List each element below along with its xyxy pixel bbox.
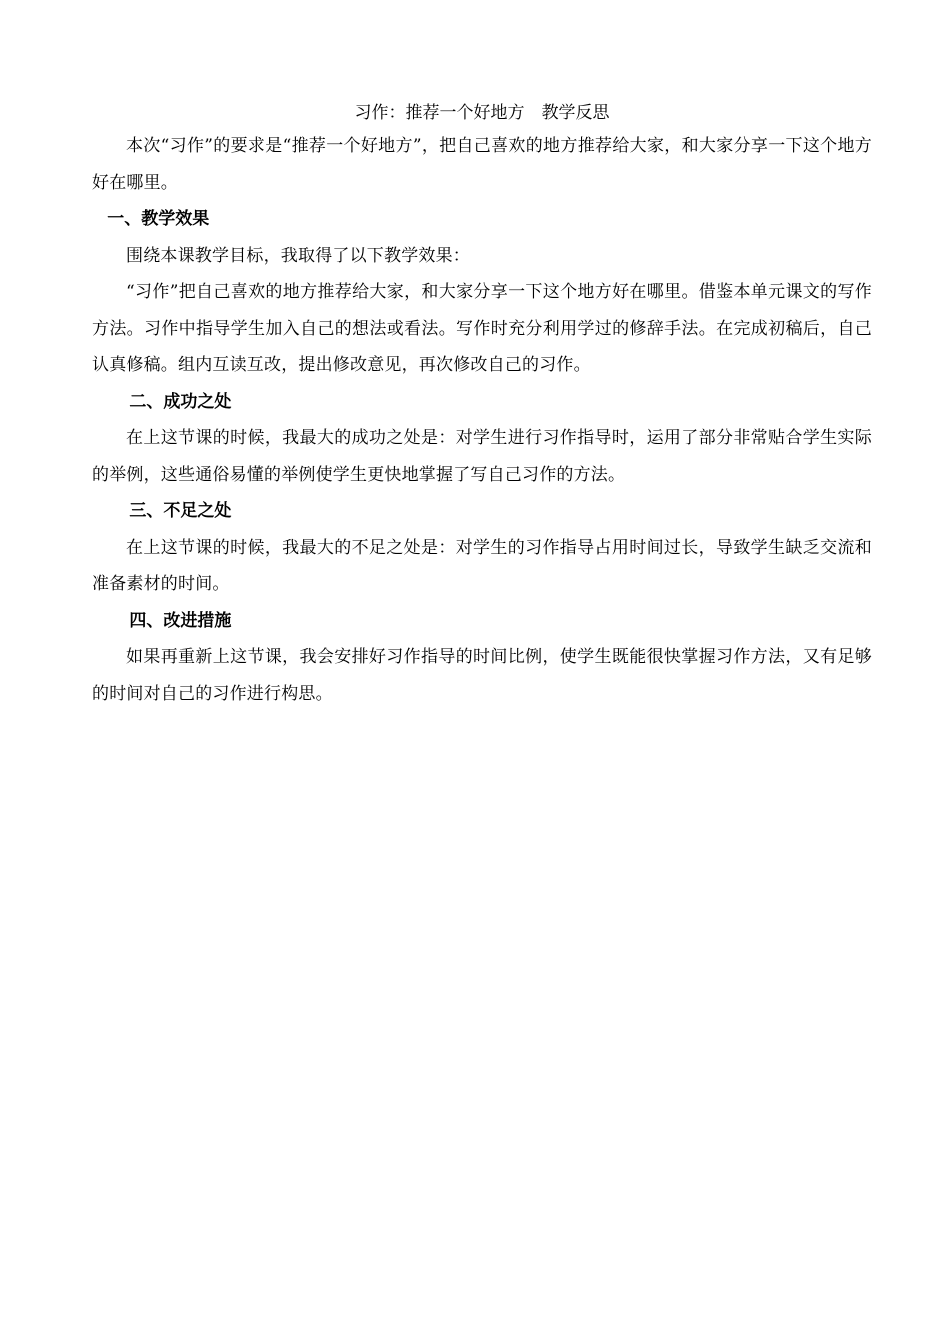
document-page xyxy=(92,98,872,712)
document-title: 习作：推荐一个好地方 教学反思 xyxy=(354,103,610,123)
intro-paragraph: 本次“习作”的要求是“推荐一个好地方”，把自己喜欢的地方推荐给大家，和大家分享一下这个地方好在哪里。 xyxy=(92,136,872,193)
section-paragraph: 如果再重新上这节课，我会安排好习作指导的时间比例，使学生既能很快掌握习作方法，又有足够的时间对自己的习作进行构思。 xyxy=(92,647,872,704)
section-paragraph: 在上这节课的时候，我最大的成功之处是：对学生进行习作指导时，运用了部分非常贴合学生实际的举例，这些通俗易懂的举例使学生更快地掌握了写自己习作的方法。 xyxy=(92,428,872,485)
section-paragraph: “习作”把自己喜欢的地方推荐给大家，和大家分享一下这个地方好在哪里。借鉴本单元课文的写作方法。习作中指导学生加入自己的想法或看法。写作时充分利用学过的修辞手法。在完成初稿后，自己认真修稿。组内互读互改，提出修改意见，再次修改自己的习作。 xyxy=(92,282,872,375)
section-paragraph: 围绕本课教学目标，我取得了以下教学效果： xyxy=(126,245,470,266)
section-paragraph: 在上这节课的时候，我最大的不足之处是：对学生的习作指导占用时间过长，导致学生缺乏交流和准备素材的时间。 xyxy=(92,537,872,594)
section-heading-shortcomings: 三、不足之处 xyxy=(129,501,232,521)
section-heading-teaching-effect: 一、教学效果 xyxy=(107,209,210,229)
section-heading-improvements: 四、改进措施 xyxy=(129,610,232,631)
section-heading-successes: 二、成功之处 xyxy=(129,391,232,412)
